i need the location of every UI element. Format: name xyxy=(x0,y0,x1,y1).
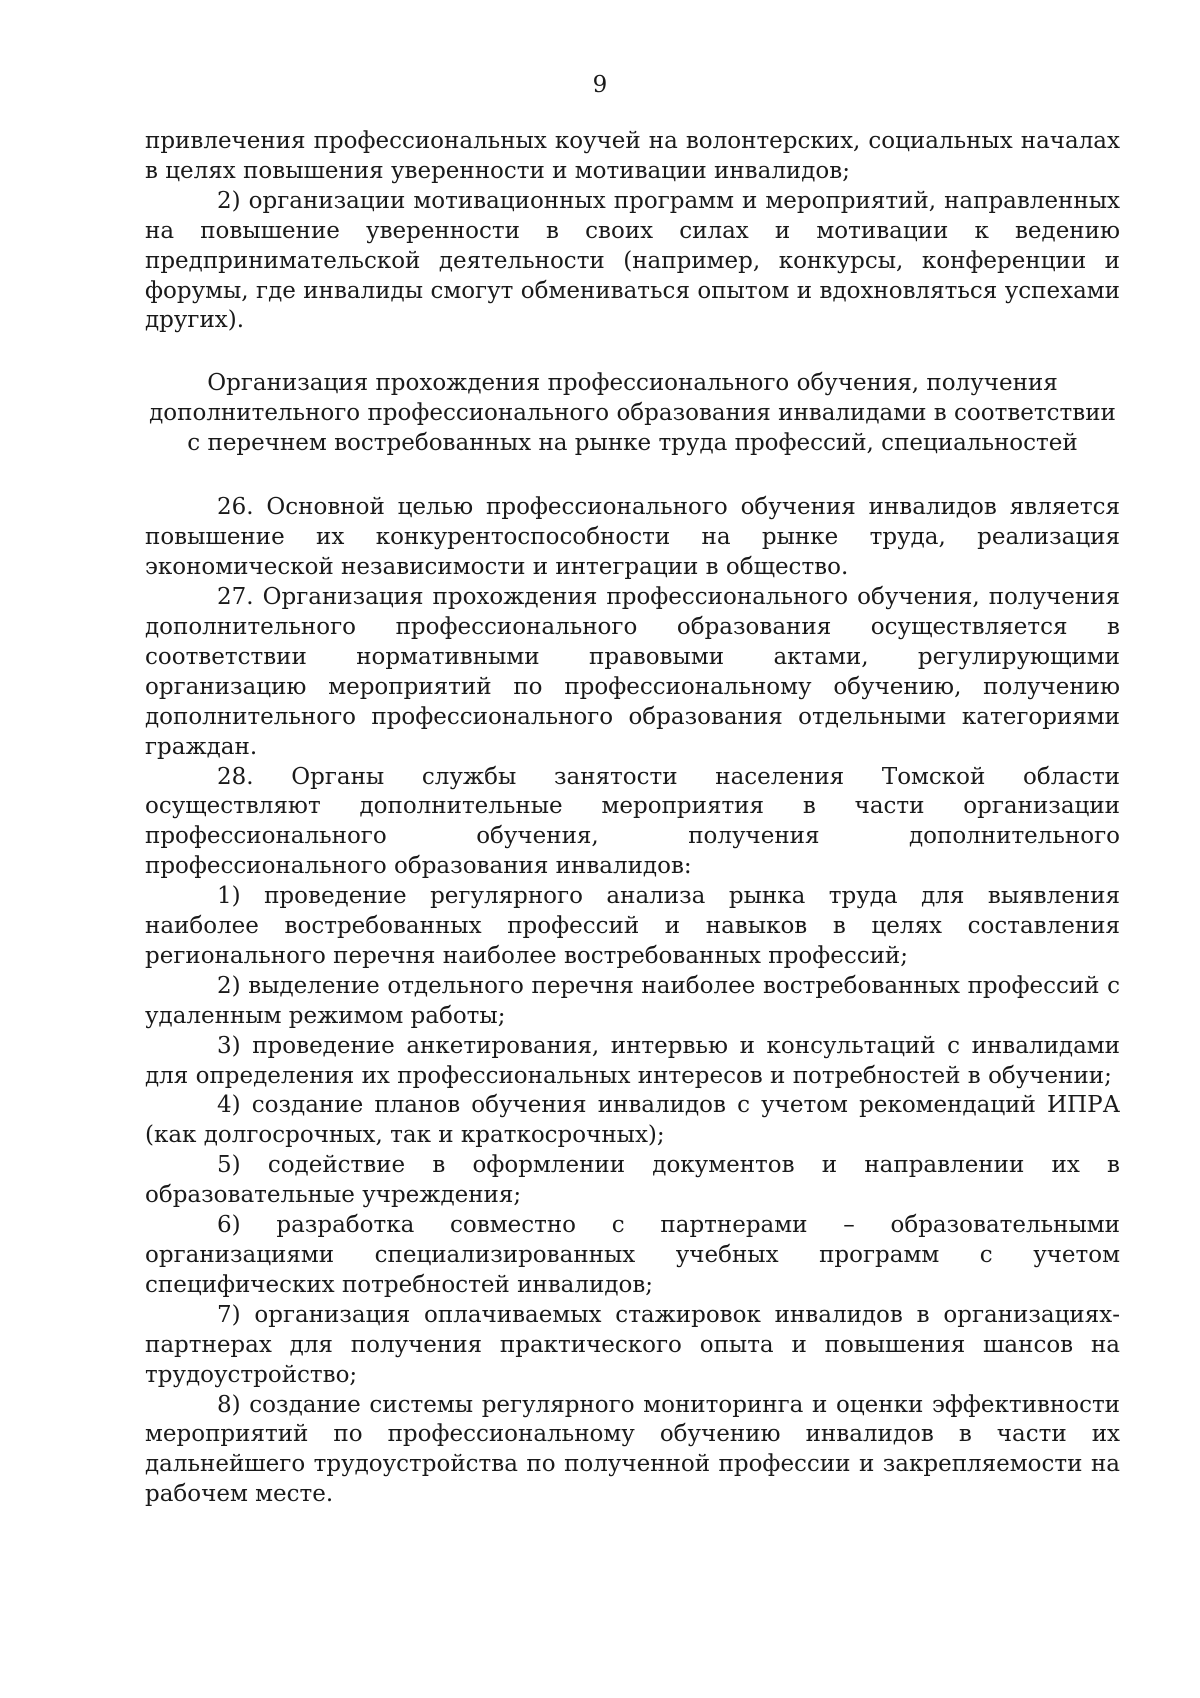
page-number: 9 xyxy=(592,72,608,98)
document-body xyxy=(145,127,1120,1510)
paragraph-26: 26. Основной целью профессионального обучения инвалидов является повышение их конкурентоспособности на рынке труда, реализация экономической независимости и интеграции в общество. xyxy=(145,494,1120,581)
paragraph-28: 28. Органы службы занятости населения Томской области осуществляют дополнительные мероприятия в части организации профессионального обучения, получения дополнительного профессионального образования инвалидов: xyxy=(145,763,1120,880)
list-item-7: 7) организация оплачиваемых стажировок инвалидов в организациях-партнерах для получения практического опыта и повышения шансов на трудоустройство; xyxy=(145,1301,1120,1388)
list-item-5: 5) содействие в оформлении документов и направлении их в образовательные учреждения; xyxy=(145,1152,1120,1209)
list-item-8: 8) создание системы регулярного мониторинга и оценки эффективности мероприятий по профессиональному обучению инвалидов в части их дальнейшего трудоустройства по полученной профессии и закрепляемости на рабочем месте. xyxy=(145,1391,1120,1508)
paragraph-27: 27. Организация прохождения профессионального обучения, получения дополнительного профессионального образования осуществляется в соответствии нормативными правовыми актами, регулирующими организацию мероприятий по профессиональному обучению, получению дополнительного профессионального образования отдельными категориями граждан. xyxy=(145,584,1120,760)
list-item-1: 1) проведение регулярного анализа рынка труда для выявления наиболее востребованных профессий и навыков в целях составления регионального перечня наиболее востребованных профессий; xyxy=(145,883,1120,969)
list-item-2: 2) выделение отдельного перечня наиболее востребованных профессий с удаленным режимом работы; xyxy=(145,972,1120,1029)
paragraph-intro-continuation: привлечения профессиональных коучей на волонтерских, социальных началах в целях повышения уверенности и мотивации инвалидов; xyxy=(145,128,1120,184)
list-item-3: 3) проведение анкетирования, интервью и консультаций с инвалидами для определения их профессиональных интересов и потребностей в обучении; xyxy=(145,1032,1120,1089)
section-heading: Организация прохождения профессионального обучения, получения дополнительного профессионального образования инвалидами в соответствии с перечнем востребованных на рынке труда профессий, специальностей xyxy=(149,370,1116,457)
list-item-2-motivation-programs: 2) организации мотивационных программ и мероприятий, направленных на повышение уверенности в своих силах и мотивации к ведению предпринимательской деятельности (например, конкурсы, конференции и форумы, где инвалиды смогут обмениваться опытом и вдохновляться успехами других). xyxy=(145,187,1120,334)
list-item-6: 6) разработка совместно с партнерами – образовательными организациями специализированных учебных программ с учетом специфических потребностей инвалидов; xyxy=(145,1212,1120,1298)
list-item-4: 4) создание планов обучения инвалидов с учетом рекомендаций ИПРА (как долгосрочных, так и краткосрочных); xyxy=(145,1092,1120,1149)
